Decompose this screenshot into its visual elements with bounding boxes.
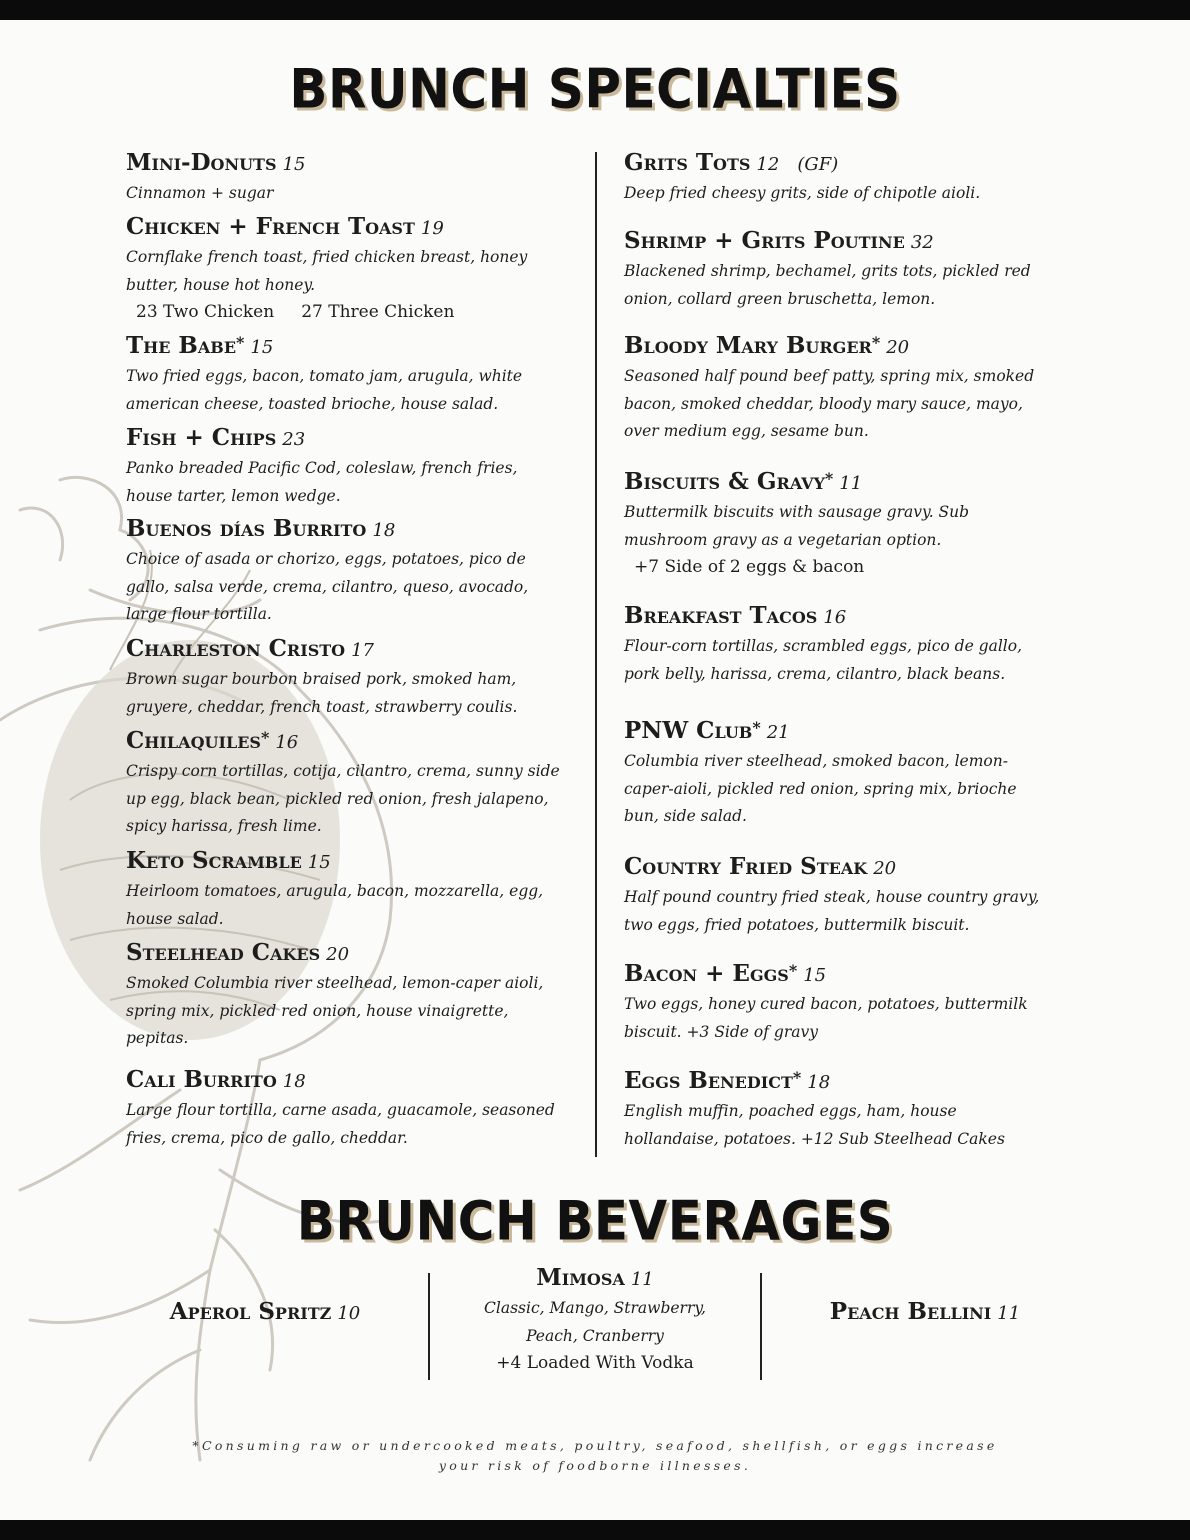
item-name-line [624, 226, 1044, 258]
menu-item [624, 467, 1044, 582]
item-price: 20 [886, 337, 910, 358]
raw-warning-asterisk: * [824, 469, 834, 488]
item-name-line [624, 716, 1044, 748]
item-description: Buttermilk biscuits with sausage gravy. Sub mushroom gravy as a vegetarian option. [624, 503, 970, 549]
top-border-bar [0, 0, 1190, 20]
item-price: 17 [351, 640, 375, 661]
beverage-mimosa [440, 1263, 750, 1378]
item-price: 20 [326, 944, 350, 965]
beverage-name: Mimosa [536, 1264, 625, 1291]
item-name-line [624, 601, 1044, 633]
item-name: Cali Burrito [126, 1066, 277, 1093]
raw-warning-asterisk: * [871, 333, 881, 352]
item-name: Country Fried Steak [624, 853, 868, 880]
item-name: Mini-Donuts [126, 149, 277, 176]
item-name: Charleston Cristo [126, 635, 346, 662]
item-name-line [126, 514, 566, 546]
item-name: The Babe [126, 332, 237, 359]
item-price: 18 [282, 1071, 306, 1092]
item-price: 15 [307, 852, 331, 873]
beverage-price: 11 [997, 1303, 1021, 1324]
item-name: Keto Scramble [126, 847, 302, 874]
item-name: PNW Club [624, 717, 753, 744]
item-name: Bloody Mary Burger [624, 332, 872, 359]
raw-food-disclaimer: *Consuming raw or undercooked meats, poultry, seafood, shellfish, or eggs increase your risk of foodborne illnesses. [192, 1438, 998, 1473]
item-price: 11 [839, 473, 863, 494]
item-price: 20 [873, 858, 897, 879]
item-name-line [624, 959, 1044, 991]
raw-warning-asterisk: * [260, 728, 270, 747]
item-name-line [624, 1066, 1044, 1098]
beverage-price: 11 [630, 1269, 654, 1290]
item-name: Bacon + Eggs [624, 960, 789, 987]
beverage-name-line [440, 1263, 750, 1295]
item-name-line [624, 467, 1044, 499]
beverages-title: BRUNCH BEVERAGES [296, 1189, 894, 1253]
beverage-price: 10 [337, 1303, 361, 1324]
item-price: 18 [372, 520, 396, 541]
beverage-name-line [130, 1297, 400, 1329]
item-name-line [126, 938, 566, 970]
menu-item [126, 212, 566, 327]
item-name: Grits Tots [624, 149, 751, 176]
mimosa-flavors-line-1: Classic, Mango, Strawberry, [484, 1299, 706, 1317]
item-name: Eggs Benedict [624, 1067, 793, 1094]
menu-item [126, 634, 566, 721]
item-price: 15 [282, 154, 306, 175]
raw-warning-asterisk: * [752, 718, 761, 737]
item-name-line [126, 634, 566, 666]
item-description: Two eggs, honey cured bacon, potatoes, buttermilk biscuit. +3 Side of gravy [624, 995, 1028, 1041]
menu-item [624, 601, 1044, 688]
item-price: 18 [807, 1072, 831, 1093]
item-price: 21 [766, 722, 790, 743]
item-description: Smoked Columbia river steelhead, lemon-caper aioli, spring mix, pickled red onion, house vinaigrette, pepitas. [126, 974, 544, 1047]
mimosa-flavors-line-2: Peach, Cranberry [526, 1326, 664, 1345]
item-price: 23 [282, 429, 306, 450]
raw-warning-asterisk: * [788, 961, 798, 980]
menu-item [624, 148, 1044, 208]
item-description: Large flour tortilla, carne asada, guacamole, seasoned fries, crema, pico de gallo, cheddar. [126, 1101, 555, 1147]
item-description: Deep fried cheesy grits, side of chipotle aioli. [624, 184, 981, 202]
item-description: Blackened shrimp, bechamel, grits tots, pickled red onion, collard green bruschetta, lemon. [624, 262, 1031, 308]
raw-warning-asterisk: * [236, 333, 245, 352]
item-description: Cornflake french toast, fried chicken breast, honey butter, house hot honey. [126, 248, 528, 294]
item-description: Brown sugar bourbon braised pork, smoked ham, gruyere, cheddar, french toast, strawberry coulis. [126, 670, 518, 716]
item-name-line [126, 726, 566, 758]
item-name: Shrimp + Grits Poutine [624, 227, 905, 254]
item-name-line [126, 423, 566, 455]
item-name-line [126, 331, 566, 363]
item-name-line [624, 852, 1044, 884]
menu-item [126, 726, 566, 841]
item-price: 15 [250, 337, 274, 358]
menu-item [624, 852, 1044, 939]
item-price: 16 [823, 607, 847, 628]
item-price: 19 [420, 218, 444, 239]
item-description: Seasoned half pound beef patty, spring mix, smoked bacon, smoked cheddar, bloody mary sauce, mayo, over medium egg, sesame bun. [624, 367, 1035, 440]
menu-item [624, 226, 1044, 313]
item-name: Breakfast Tacos [624, 602, 818, 629]
beverage-divider-right [760, 1273, 762, 1380]
menu-item [624, 716, 1044, 831]
menu-item [126, 846, 566, 933]
item-description: Crispy corn tortillas, cotija, cilantro, crema, sunny side up egg, black bean, pickled red onion, fresh jalapeno, spicy harissa, fresh lime. [126, 762, 560, 835]
item-name: Chicken + French Toast [126, 213, 415, 240]
gluten-free-tag: (GF) [797, 154, 839, 175]
item-price: 16 [275, 732, 299, 753]
item-addon: 23 Two Chicken 27 Three Chicken [136, 302, 455, 322]
item-description: Columbia river steelhead, smoked bacon, lemon-caper-aioli, pickled red onion, spring mix, brioche bun, side salad. [624, 752, 1017, 825]
menu-item [126, 331, 566, 418]
item-name: Fish + Chips [126, 424, 277, 451]
item-name: Chilaquiles [126, 727, 261, 754]
item-name-line [126, 212, 566, 244]
item-name: Biscuits & Gravy [624, 468, 825, 495]
item-price: 15 [803, 965, 827, 986]
item-name-line [624, 148, 1044, 180]
item-description: Panko breaded Pacific Cod, coleslaw, french fries, house tarter, lemon wedge. [126, 459, 518, 505]
item-price: 32 [910, 232, 934, 253]
item-description: Flour-corn tortillas, scrambled eggs, pico de gallo, pork belly, harissa, crema, cilantro, black beans. [624, 637, 1023, 683]
beverage-name: Peach Bellini [829, 1298, 992, 1325]
item-name-line [126, 846, 566, 878]
mimosa-addon: +4 Loaded With Vodka [496, 1353, 694, 1373]
column-divider [595, 152, 597, 1157]
menu-item [126, 938, 566, 1053]
menu-item [126, 423, 566, 510]
bottom-border-bar [0, 1520, 1190, 1540]
specialties-title: BRUNCH SPECIALTIES [289, 57, 901, 121]
item-name-line [624, 331, 1044, 363]
item-description: Half pound country fried steak, house country gravy, two eggs, fried potatoes, buttermilk biscuit. [624, 888, 1040, 934]
raw-warning-asterisk: * [792, 1068, 802, 1087]
beverage-name-line [790, 1297, 1060, 1329]
menu-item [126, 514, 566, 629]
item-addon: +7 Side of 2 eggs & bacon [634, 557, 865, 577]
item-description: English muffin, poached eggs, ham, house hollandaise, potatoes. +12 Sub Steelhead Cakes [624, 1102, 1005, 1148]
menu-item [624, 331, 1044, 446]
beverage-name: Aperol Spritz [169, 1298, 332, 1325]
item-description: Two fried eggs, bacon, tomato jam, arugula, white american cheese, toasted brioche, house salad. [126, 367, 523, 413]
item-price: 12 [756, 154, 780, 175]
item-name: Buenos días Burrito [126, 515, 367, 542]
item-name-line [126, 1065, 566, 1097]
item-description: Heirloom tomatoes, arugula, bacon, mozzarella, egg, house salad. [126, 882, 544, 928]
beverage-aperol [130, 1297, 400, 1329]
beverage-bellini [790, 1297, 1060, 1329]
menu-item [624, 959, 1044, 1046]
beverage-divider-left [428, 1273, 430, 1380]
menu-item [126, 1065, 566, 1152]
item-description: Cinnamon + sugar [126, 184, 274, 202]
menu-item [126, 148, 566, 208]
menu-item [624, 1066, 1044, 1153]
item-name-line [126, 148, 566, 180]
item-description: Choice of asada or chorizo, eggs, potatoes, pico de gallo, salsa verde, crema, cilantro, queso, avocado, large flour tortilla. [126, 550, 529, 623]
item-name: Steelhead Cakes [126, 939, 321, 966]
